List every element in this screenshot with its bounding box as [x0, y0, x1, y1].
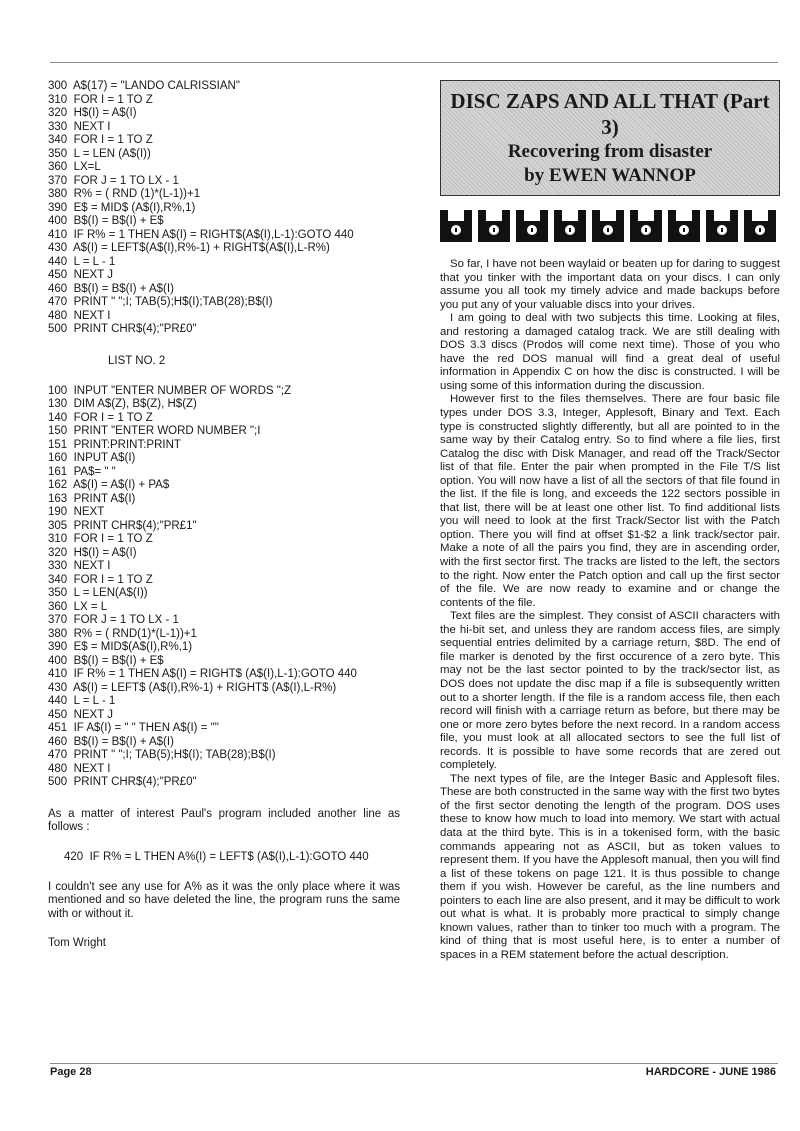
- note-paragraph: As a matter of interest Paul's program included another line as follows :: [48, 807, 400, 834]
- list-heading: LIST NO. 2: [108, 354, 166, 367]
- floppy-disk-icon: [668, 210, 700, 242]
- floppy-disk-icon: [554, 210, 586, 242]
- article-byline: by EWEN WANNOP: [524, 165, 696, 186]
- code-line: 480 NEXT I: [48, 309, 111, 322]
- issue-label: HARDCORE - JUNE 1986: [645, 1066, 776, 1078]
- code-listing-2: [48, 385, 400, 790]
- code-line: 151 PRINT:PRINT:PRINT: [48, 438, 181, 451]
- code-line: 350 L = LEN(A$(I)): [48, 587, 148, 599]
- floppy-disk-row: [440, 210, 780, 242]
- code-line: 470 PRINT " ";I; TAB(5);H$(I);TAB(28);B$(I): [48, 296, 273, 308]
- code-line: 150 PRINT "ENTER WORD NUMBER ";I: [48, 425, 261, 437]
- code-line: 470 PRINT " ";I; TAB(5);H$(I); TAB(28);B$(I): [48, 749, 276, 761]
- code-line: 340 FOR I = 1 TO Z: [48, 573, 153, 586]
- code-line: 400 B$(I) = B$(I) + E$: [48, 215, 164, 227]
- article-subtitle: Recovering from disaster: [507, 141, 713, 162]
- code-line: 390 E$ = MID$ (A$(I),R%,1): [48, 201, 196, 214]
- code-line: 430 A$(I) = LEFT$(A$(I),R%-1) + RIGHT$(A$(I),L-R%): [48, 242, 330, 254]
- floppy-disk-icon: [478, 210, 510, 242]
- floppy-disk-icon: [592, 210, 624, 242]
- code-line: 305 PRINT CHR$(4);"PR£1": [48, 519, 197, 532]
- floppy-disk-icon: [706, 210, 738, 242]
- code-line: 310 FOR I = 1 TO Z: [48, 93, 153, 106]
- code-line: 450 NEXT J: [48, 269, 113, 281]
- code-line: 161 PA$= " ": [48, 465, 116, 478]
- code-line: 190 NEXT: [48, 506, 105, 518]
- article-title: DISC ZAPS AND ALL THAT (Part 3): [450, 89, 770, 139]
- code-line: 163 PRINT A$(I): [48, 492, 136, 505]
- code-line: 100 INPUT "ENTER NUMBER OF WORDS ";Z: [48, 384, 292, 397]
- code-line: 400 B$(I) = B$(I) + E$: [48, 654, 164, 667]
- code-line: 330 NEXT I: [48, 120, 111, 133]
- code-line: 162 A$(I) = A$(I) + PA$: [48, 479, 170, 491]
- code-line: 330 NEXT I: [48, 560, 111, 572]
- listing-column: [48, 80, 400, 949]
- article-paragraph: However first to the files themselves. There are four basic file types under DOS 3.3, Integer, Applesoft, Binary and Text. Each type is constructed slightly differently, but all are pointed to in the same way by their Catalog entry. So to find where a file lies, first Catalog the disc with Disk Manager, and read off the Track/Sector list of that file. Enter the pair when prompted in the File T/S list option. You will now have a list of all the sectors of that file found in the list. If the file is long, and exceeds the 122 sectors possible in that list, there will be at least one other list. To find additional lists you will need to look at the first Track/Sector list with the Patch option. There you will find at offset $1-$2 a link track/sector pair. Make a note of all the pairs you find, they are in ascending order, with the first sector first. The tracks are listed to the left, the sectors to the right. Now enter the Patch option and call up the first sector of the file. We are now ready to examine and or change the contents of the file.: [440, 393, 780, 609]
- article-title-box: [440, 80, 780, 196]
- page-number: Page 28: [50, 1066, 92, 1078]
- code-line: 460 B$(I) = B$(I) + A$(I): [48, 735, 174, 748]
- code-line: 370 FOR J = 1 TO LX - 1: [48, 174, 179, 187]
- code-line: 300 A$(17) = "LANDO CALRISSIAN": [48, 80, 240, 92]
- article-body: [440, 258, 780, 962]
- code-line: 410 IF R% = 1 THEN A$(I) = RIGHT$ (A$(I),L-1):GOTO 440: [48, 668, 357, 680]
- code-line: 390 E$ = MID$(A$(I),R%,1): [48, 641, 193, 653]
- code-line: 360 LX=L: [48, 161, 101, 173]
- bottom-rule: [50, 1063, 778, 1064]
- code-listing-1: [48, 80, 400, 337]
- code-line: 140 FOR I = 1 TO Z: [48, 411, 153, 424]
- code-line: 160 INPUT A$(I): [48, 452, 136, 464]
- article-paragraph: Text files are the simplest. They consist of ASCII characters with the hi-bit set, and unless they are random access files, are simply sequential entries delimited by a carriage return, $8D. The end of file marker is denoted by the first occurence of a zero byte. This may not be the last sector pointed to by the track/sector list, as DOS does not update the disc map if a file is subsequently written out to a shorter length. If the file is a random access file, then each record will finish with a carriage return as before, but there may be one or more zero bytes before the next record. In a random access file, you must look at all allocated sectors to see the full list of records. It is possible to have some records that are zered out completely.: [440, 610, 780, 772]
- code-line: 370 FOR J = 1 TO LX - 1: [48, 614, 179, 626]
- code-line: 320 H$(I) = A$(I): [48, 546, 137, 559]
- quoted-code-line: 420 IF R% = L THEN A%(I) = LEFT$ (A$(I),L-1):GOTO 440: [64, 850, 369, 863]
- floppy-disk-icon: [630, 210, 662, 242]
- code-line: 380 R% = ( RND (1)*(L-1))+1: [48, 188, 201, 200]
- code-line: 460 B$(I) = B$(I) + A$(I): [48, 282, 174, 295]
- article-paragraph: I am going to deal with two subjects this time. Looking at files, and restoring a damaged catalog track. We are still dealing with DOS 3.3 discs (Prodos will come next time). Those of you who have the red DOS manual will find a great deal of useful information in Appendix C on how the disc is constructed. I will be using some of this information during the discussion.: [440, 312, 780, 392]
- author-signature: Tom Wright: [48, 937, 106, 950]
- code-line: 340 FOR I = 1 TO Z: [48, 134, 153, 146]
- note-paragraph-2: I couldn't see any use for A% as it was the only place where it was mentioned and so have deleted the line, the program runs the same with or without it.: [48, 880, 400, 920]
- code-line: 350 L = LEN (A$(I)): [48, 147, 151, 160]
- code-line: 451 IF A$(I) = " " THEN A$(I) = "": [48, 722, 219, 734]
- code-line: 480 NEXT I: [48, 762, 111, 775]
- code-line: 500 PRINT CHR$(4);"PR£0": [48, 323, 197, 335]
- top-rule: [50, 62, 778, 63]
- code-line: 360 LX = L: [48, 600, 108, 613]
- code-line: 450 NEXT J: [48, 708, 113, 721]
- article-column: [440, 80, 780, 962]
- article-paragraph: So far, I have not been waylaid or beaten up for daring to suggest that you tinker with the important data on your discs. I can only assume you all took my timely advice and made backups before you put any of your valuable discs into your drives.: [440, 258, 780, 311]
- code-line: 500 PRINT CHR$(4);"PR£0": [48, 776, 197, 788]
- code-line: 440 L = L - 1: [48, 695, 116, 707]
- code-line: 410 IF R% = 1 THEN A$(I) = RIGHT$(A$(I),L-1):GOTO 440: [48, 228, 354, 241]
- code-line: 440 L = L - 1: [48, 255, 116, 268]
- code-line: 130 DIM A$(Z), B$(Z), H$(Z): [48, 398, 197, 410]
- floppy-disk-icon: [516, 210, 548, 242]
- code-line: 310 FOR I = 1 TO Z: [48, 533, 153, 545]
- floppy-disk-icon: [440, 210, 472, 242]
- floppy-disk-icon: [744, 210, 776, 242]
- article-paragraph: The next types of file, are the Integer Basic and Applesoft files. These are both constructed in the same way with the first two bytes of the first sector denoting the length of the program. DOS uses these to know how much to load into memory. We start with actual data at the third byte. This is in a tokenised form, with the basic commands appearing not as ASCII, but as token values to represent them. If you have the Applesoft manual, then you will find a list of these tokens on page 121. It is thus possible to change them if you wish. However be careful, as the line numbers and pointers to each line are also present, and it may be difficult to work out what is what. It is probably more practical to simply change known values, rather than to tinker too much with a program. The kind of thing that is most useful here, is to enter a number of spaces in a REM statement before the actual description.: [440, 772, 780, 961]
- code-line: 430 A$(I) = LEFT$ (A$(I),R%-1) + RIGHT$ (A$(I),L-R%): [48, 681, 337, 694]
- code-line: 380 R% = ( RND(1)*(L-1))+1: [48, 627, 197, 640]
- code-line: 320 H$(I) = A$(I): [48, 107, 137, 119]
